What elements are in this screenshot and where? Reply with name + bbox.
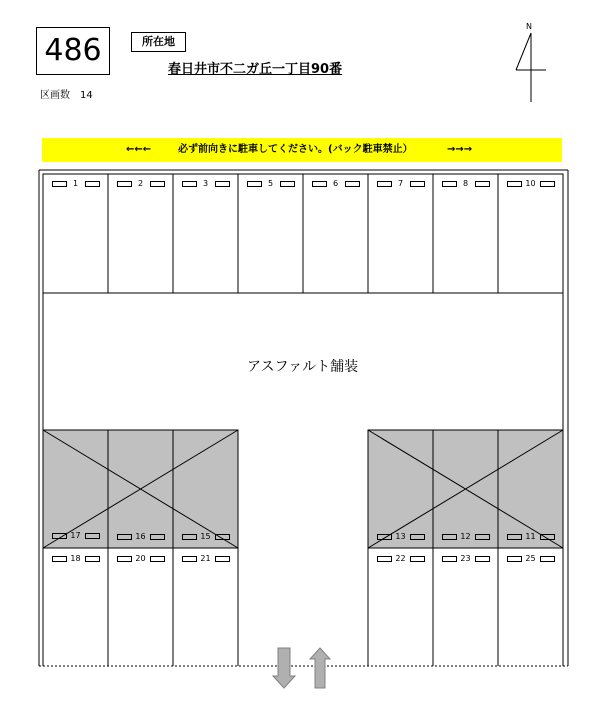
stall-label: 3 [173, 177, 238, 191]
stall-label: 17 [43, 529, 108, 543]
stall-label: 20 [108, 552, 173, 566]
north-arrow-icon [516, 33, 546, 102]
notice-message: 必ず前向きに駐車してください。(バック駐車禁止） [178, 144, 413, 155]
stall-label: 11 [498, 530, 563, 544]
bottom-left-stalls [43, 548, 238, 666]
entry-arrow-icon [310, 648, 330, 688]
stall-label: 2 [108, 177, 173, 191]
unavailable-block-right [368, 430, 563, 548]
stall-label: 10 [498, 177, 563, 191]
notice-banner [42, 138, 562, 162]
stall-label: 6 [303, 177, 368, 191]
stall-label: 25 [498, 552, 563, 566]
left-arrows: ←←← [126, 144, 152, 155]
exit-arrow-icon [273, 648, 295, 688]
section-count: 区画数 14 [40, 90, 93, 101]
stall-label: 18 [43, 552, 108, 566]
address-text: 春日井市不二ガ丘一丁目90番 [168, 62, 343, 77]
stall-label: 21 [173, 552, 238, 566]
top-row-stalls [43, 174, 563, 430]
unavailable-block-left [43, 430, 238, 548]
stall-label: 16 [108, 530, 173, 544]
bottom-right-stalls [368, 548, 563, 666]
north-label: N [526, 22, 532, 31]
location-label: 所在地 [131, 32, 186, 52]
lot-number-box: 486 [36, 27, 110, 75]
pavement-label: アスファルト舗装 [247, 359, 359, 375]
stall-label: 12 [433, 530, 498, 544]
stall-label: 1 [43, 177, 108, 191]
stall-label: 13 [368, 530, 433, 544]
stall-label: 22 [368, 552, 433, 566]
stall-label: 5 [238, 177, 303, 191]
stall-label: 15 [173, 530, 238, 544]
stall-label: 8 [433, 177, 498, 191]
stall-label: 7 [368, 177, 433, 191]
stall-label: 23 [433, 552, 498, 566]
right-arrows: →→→ [447, 144, 473, 155]
